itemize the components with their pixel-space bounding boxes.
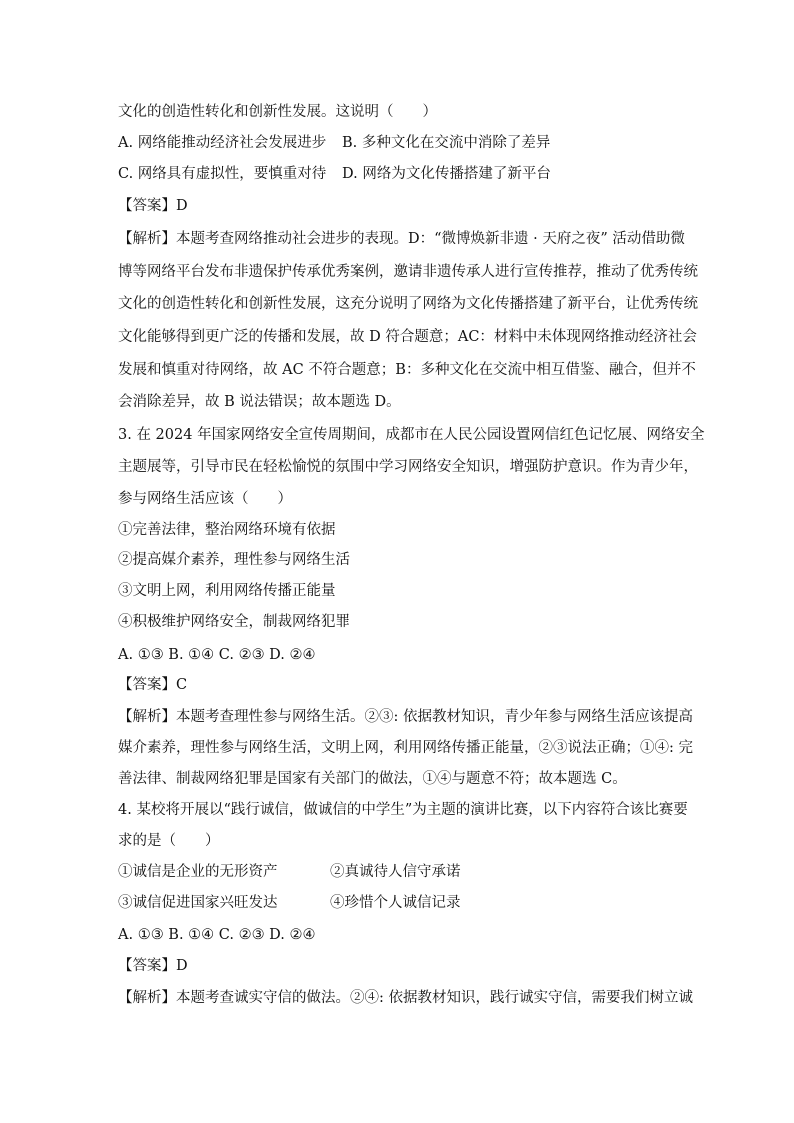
q3-item: ③文明上网，利用网络传播正能量: [118, 583, 336, 599]
q2-analysis-line: 文化能够得到更广泛的传播和发展，故 D 符合题意；AC：材料中未体现网络推动经济社会: [118, 329, 697, 345]
q2-analysis-line: 【解析】本题考查网络推动社会进步的表现。D：“微博焕新非遗 · 天府之夜” 活动借助微: [118, 231, 685, 247]
q4-analysis-line: 【解析】本题考查诚实守信的做法。②④: 依据教材知识，践行诚实守信，需要我们树立诚: [118, 990, 693, 1006]
q2-option-b: B. 多种文化在交流中消除了差异: [342, 135, 551, 151]
q2-answer: 【答案】D: [118, 198, 188, 214]
q2-stem-tail: 文化的创造性转化和创新性发展。这说明（ ）: [118, 104, 437, 120]
q2-option-c: C. 网络具有虚拟性，要慎重对待: [118, 166, 327, 182]
q3-analysis-line: 媒介素养，理性参与网络生活，文明上网，利用网络传播正能量，②③说法正确；①④: 完: [118, 740, 693, 756]
q4-item-2: ②真诚待人信守承诺: [330, 864, 461, 880]
q4-item-4: ④珍惜个人诚信记录: [330, 895, 461, 911]
q4-answer: 【答案】D: [118, 958, 188, 974]
q4-choices: A. ①③ B. ①④ C. ②③ D. ②④: [118, 927, 316, 943]
q2-option-d: D. 网络为文化传播搭建了新平台: [342, 166, 551, 182]
q2-analysis-line: 会消除差异，故 B 说法错误；故本题选 D。: [118, 394, 401, 410]
q2-option-a: A. 网络能推动经济社会发展进步: [118, 135, 327, 151]
q4-item-1: ①诚信是企业的无形资产: [118, 864, 278, 880]
q3-stem-line: 参与网络生活应该（ ）: [118, 491, 292, 507]
q4-item-row-1: [118, 862, 683, 882]
q4-stem-line: 求的是（ ）: [118, 833, 220, 849]
q3-item: ②提高媒介素养，理性参与网络生活: [118, 552, 350, 568]
q3-choices: A. ①③ B. ①④ C. ②③ D. ②④: [118, 647, 316, 663]
q3-item: ④积极维护网络安全，制裁网络犯罪: [118, 614, 350, 630]
q4-stem-line: 4. 某校将开展以“践行诚信，做诚信的中学生”为主题的演讲比赛，以下内容符合该比赛要: [118, 802, 688, 818]
q3-answer: 【答案】C: [118, 677, 188, 693]
q3-stem-line: 主题展等，引导市民在轻松愉悦的氛围中学习网络安全知识，增强防护意识。作为青少年，: [118, 459, 698, 475]
q3-analysis-line: 【解析】本题考查理性参与网络生活。②③: 依据教材知识，青少年参与网络生活应该提高: [118, 709, 693, 725]
q2-option-row-2: [118, 164, 683, 184]
q3-analysis-line: 善法律、制裁网络犯罪是国家有关部门的做法，①④与题意不符；故本题选 C。: [118, 771, 627, 787]
q4-item-row-2: [118, 893, 683, 913]
q2-analysis-line: 博等网络平台发布非遗保护传承优秀案例，邀请非遗传承人进行宣传推荐，推动了优秀传统: [118, 264, 698, 280]
q3-stem-line: 3. 在 2024 年国家网络安全宣传周期间，成都市在人民公园设置网信红色记忆展、网络安全: [118, 427, 705, 443]
q3-item: ①完善法律，整治网络环境有依据: [118, 522, 336, 538]
q4-item-3: ③诚信促进国家兴旺发达: [118, 895, 278, 911]
q2-option-row-1: [118, 133, 683, 153]
q2-analysis-line: 发展和慎重对待网络，故 AC 不符合题意；B：多种文化在交流中相互借鉴、融合，但并不: [118, 362, 696, 378]
q2-analysis-line: 文化的创造性转化和创新性发展，这充分说明了网络为文化传播搭建了新平台，让优秀传统: [118, 296, 698, 312]
